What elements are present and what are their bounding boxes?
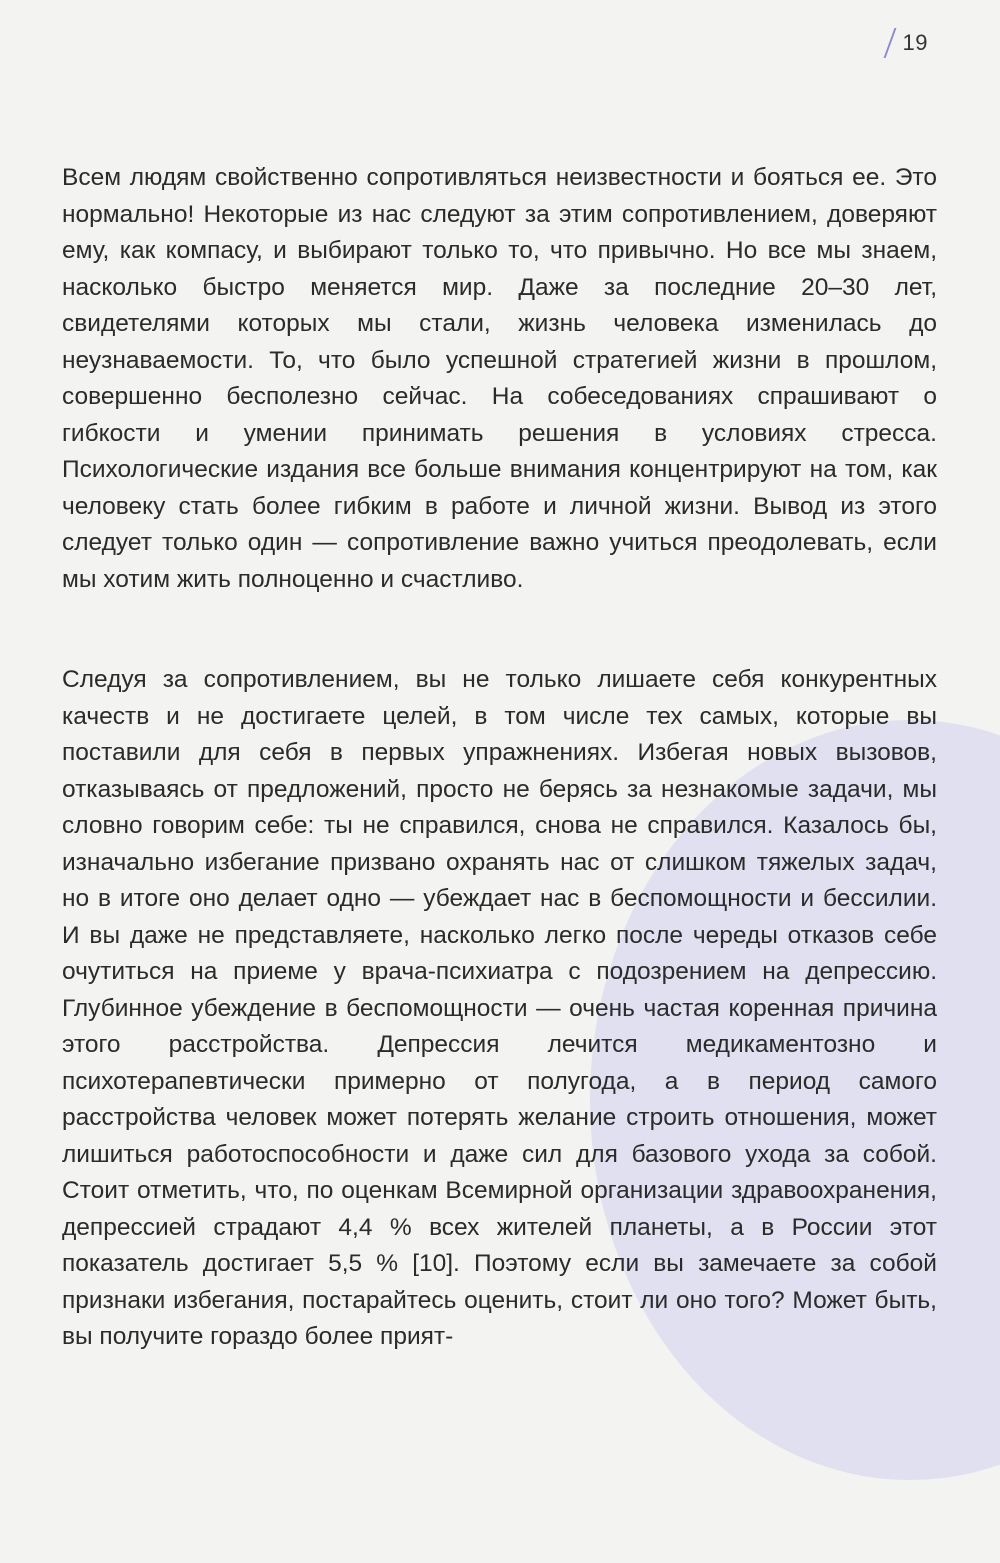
paragraph-text: Всем людям свойственно сопротивляться неизвестности и бояться ее. Это нормально! Некоторые из нас следуют за этим сопротивлением, доверяют ему, как компасу, и выбирают только то, что привычно. Но все мы знаем, насколько быстро меняется мир. Даже за последние 20–30 лет, свидетелями которых мы стали, жизнь человека изменилась до неузнаваемости. То, что было успешной стратегией жизни в прошлом, совершенно бесполезно сейчас. На собеседованиях спрашивают о гибкости и умении принимать решения в условиях стресса. Психологические издания все больше внимания концентрируют на том, как человеку стать более гибким в работе и личной жизни. Вывод из этого следует только один — сопротивление важно учиться преодолевать, если мы хотим жить полноценно и счастливо. bbox=[62, 164, 937, 593]
page-number-text: 19 bbox=[902, 30, 928, 55]
page-number bbox=[889, 28, 928, 58]
paragraph-text: Следуя за сопротивлением, вы не только лишаете себя конкурентных качеств и не достигаете целей, в том числе тех самых, которые вы поставили для себя в первых упражнениях. Избегая новых вызовов, отказываясь от предложений, просто не берясь за незнакомые задачи, мы словно говорим себе: ты не справился, снова не справился. Казалось бы, изначально избегание призвано охранять нас от слишком тяжелых задач, но в итоге оно делает одно — убеждает нас в беспомощности и бессилии. И вы даже не представляете, насколько легко после череды отказов себе очутиться на приеме у врача-психиатра с подозрением на депрессию. Глубинное убеждение в беспомощности — очень частая коренная причина этого расстройства. Депрессия лечится медикаментозно и психотерапевтически примерно от полугода, а в период самого расстройства человек может потерять желание строить отношения, может лишиться работоспособности и даже сил для базового ухода за собой. Стоит отметить, что, по оценкам Всемирной организации здравоохранения, депрессией страдают 4,4 % всех жителей планеты, а в России этот показатель достигает 5,5 % [10]. Поэтому если вы замечаете за собой признаки избегания, постарайтесь оценить, стоит ли оно того? Может быть, вы получите гораздо более прият- bbox=[62, 666, 937, 1350]
slash-divider-icon bbox=[883, 28, 896, 58]
paragraph-1 bbox=[62, 160, 937, 598]
paragraph-2 bbox=[62, 662, 937, 1356]
